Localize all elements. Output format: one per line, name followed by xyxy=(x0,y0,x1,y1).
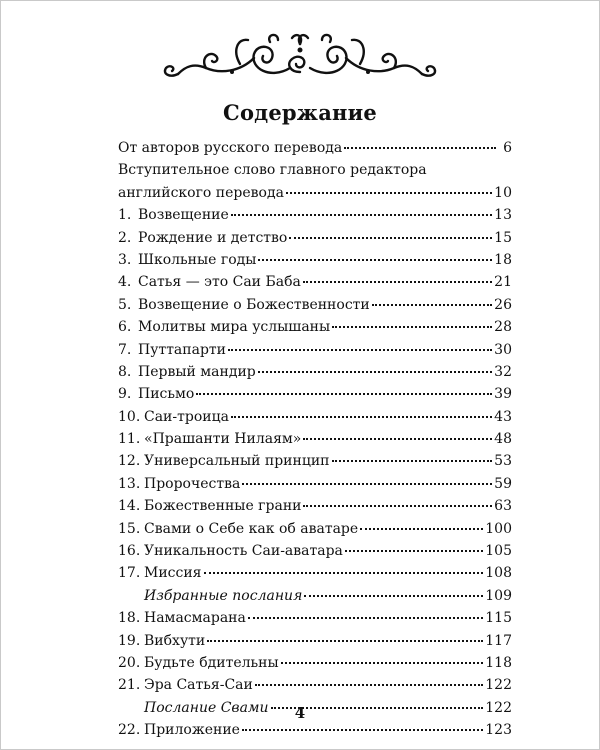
toc-entry-page: 21 xyxy=(494,274,512,291)
leader-dots xyxy=(345,550,483,552)
toc-entry-number: 6. xyxy=(118,319,132,336)
toc-entry[interactable] xyxy=(118,521,512,543)
toc-entry[interactable] xyxy=(118,498,512,520)
toc-entry-page: 30 xyxy=(494,341,512,358)
toc-entry[interactable] xyxy=(118,342,512,364)
toc-entry-label: Саи-троица xyxy=(144,408,229,425)
toc-entry-page: 13 xyxy=(494,207,512,224)
toc-entry-number: 18. xyxy=(118,610,141,627)
toc-entry-number: 11. xyxy=(118,431,141,448)
toc-entry-label: Приложение xyxy=(144,722,240,739)
toc-entry-label: Письмо xyxy=(138,386,195,403)
toc-entry-label: Рождение и детство xyxy=(138,229,288,246)
page-number: 4 xyxy=(294,704,306,722)
toc-entry-label: Послание Свами xyxy=(144,699,269,716)
toc-entry[interactable] xyxy=(118,162,512,207)
toc-entry-label: «Прашанти Нилаям» xyxy=(144,431,302,448)
toc-entry[interactable] xyxy=(118,453,512,475)
leader-dots xyxy=(303,281,492,283)
toc-entry-page: 122 xyxy=(485,699,512,716)
leader-dots xyxy=(372,304,492,306)
leader-dots xyxy=(289,237,492,239)
toc-entry-label: Универсальный принцип xyxy=(144,453,330,470)
toc-entry-number: 17. xyxy=(118,565,141,582)
leader-dots xyxy=(228,349,492,351)
toc-entry-page: 53 xyxy=(494,453,512,470)
toc-entry-page: 15 xyxy=(494,229,512,246)
toc-entry[interactable] xyxy=(118,476,512,498)
toc-entry-page: 18 xyxy=(494,251,512,268)
toc-entry[interactable] xyxy=(118,543,512,565)
toc-entry-number: 4. xyxy=(118,274,132,291)
page-title: Содержание xyxy=(223,100,377,125)
leader-dots xyxy=(304,595,483,597)
leader-dots xyxy=(258,259,492,261)
toc-entry-page: 59 xyxy=(494,475,512,492)
toc-entry-number: 2. xyxy=(118,229,132,246)
toc-entry-number: 21. xyxy=(118,677,141,694)
toc-entry-number: 14. xyxy=(118,498,141,515)
toc-entry-label: Школьные годы xyxy=(138,251,257,268)
toc-entry[interactable] xyxy=(118,207,512,229)
toc-entry-page: 6 xyxy=(503,140,512,156)
toc-entry[interactable] xyxy=(118,633,512,655)
leader-dots xyxy=(231,416,492,418)
leader-dots xyxy=(332,326,492,328)
toc-entry-label: Будьте бдительны xyxy=(144,654,279,671)
leader-dots xyxy=(242,483,492,485)
toc-entry[interactable] xyxy=(118,274,512,296)
toc-entry-label: Уникальность Саи-аватара xyxy=(144,543,343,560)
toc-entry-number: 13. xyxy=(118,475,141,492)
toc-entry-page: 28 xyxy=(494,319,512,336)
toc-entry-number: 20. xyxy=(118,654,141,671)
leader-dots xyxy=(332,460,493,462)
toc-entry-number: 1. xyxy=(118,207,132,224)
toc-entry-number: 19. xyxy=(118,632,141,649)
toc-entry-label: Эра Сатья-Саи xyxy=(144,677,253,694)
toc-entry-page: 39 xyxy=(494,386,512,403)
toc-entry-label: Путтапарти xyxy=(138,341,226,358)
toc-entry-page: 63 xyxy=(494,498,512,515)
toc-entry-page: 100 xyxy=(485,520,512,537)
table-of-contents xyxy=(118,140,512,745)
toc-entry-label: Возвещение о Божественности xyxy=(138,296,370,313)
toc-entry[interactable] xyxy=(118,677,512,699)
toc-entry-page: 48 xyxy=(494,431,512,448)
toc-entry-label: Пророчества xyxy=(144,475,241,492)
leader-dots xyxy=(303,438,492,440)
toc-entry-label: Свами о Себе как об аватаре xyxy=(144,520,359,537)
leader-dots xyxy=(196,393,492,395)
toc-entry-label: Молитвы мира услышаны xyxy=(138,319,331,336)
toc-entry-label: Намасмарана xyxy=(144,610,246,627)
toc-entry-number: 7. xyxy=(118,341,132,358)
ornament-flourish-icon xyxy=(150,28,450,88)
toc-entry[interactable] xyxy=(118,431,512,453)
leader-dots xyxy=(258,371,492,373)
toc-entry-page: 118 xyxy=(485,654,512,671)
toc-entry-page: 32 xyxy=(494,363,512,380)
toc-entry-number: 16. xyxy=(118,543,141,560)
toc-entry-page: 105 xyxy=(485,543,512,560)
toc-entry-page: 26 xyxy=(494,296,512,313)
toc-entry-label: Вибхути xyxy=(144,632,206,649)
toc-entry[interactable] xyxy=(118,230,512,252)
toc-entry-number: 3. xyxy=(118,251,132,268)
toc-entry-label-continued: английского перевода xyxy=(118,184,284,201)
leader-dots xyxy=(207,640,483,642)
toc-entry-label: Избранные послания xyxy=(144,587,303,604)
leader-dots xyxy=(231,214,492,216)
toc-entry[interactable] xyxy=(118,655,512,677)
toc-entry-number: 12. xyxy=(118,453,141,470)
toc-entry-number: 22. xyxy=(118,722,141,739)
leader-dots xyxy=(281,662,484,664)
toc-entry-number: 15. xyxy=(118,520,141,537)
toc-entry[interactable] xyxy=(118,140,512,162)
toc-entry[interactable] xyxy=(118,386,512,408)
toc-entry[interactable] xyxy=(118,610,512,632)
toc-entry[interactable] xyxy=(118,565,512,587)
toc-entry-page: 115 xyxy=(485,610,512,627)
toc-entry-label: Божественные грани xyxy=(144,498,302,515)
toc-entry[interactable] xyxy=(118,722,512,744)
leader-dots xyxy=(303,505,492,507)
toc-entry[interactable] xyxy=(118,364,512,386)
toc-entry-page: 108 xyxy=(485,565,512,582)
toc-entry-page: 43 xyxy=(494,408,512,425)
toc-entry-page: 122 xyxy=(485,677,512,694)
toc-entry-number: 9. xyxy=(118,386,132,403)
toc-entry-page: 109 xyxy=(485,587,512,604)
toc-entry-number: 8. xyxy=(118,363,132,380)
leader-dots xyxy=(360,528,483,530)
toc-entry-label: Первый мандир xyxy=(138,363,256,380)
leader-dots xyxy=(248,617,483,619)
leader-dots xyxy=(255,684,483,686)
toc-entry[interactable] xyxy=(118,588,512,610)
toc-entry-label: От авторов русского перевода xyxy=(118,140,343,156)
leader-dots xyxy=(242,729,483,731)
toc-entry-label: Сатья — это Саи Баба xyxy=(138,274,301,291)
toc-entry[interactable] xyxy=(118,252,512,274)
toc-entry[interactable] xyxy=(118,409,512,431)
leader-dots xyxy=(286,192,492,194)
leader-dots xyxy=(344,147,496,149)
toc-entry-number: 10. xyxy=(118,408,141,425)
toc-entry-label: Вступительное слово главного редактора xyxy=(118,162,427,179)
toc-entry-page: 117 xyxy=(485,632,512,649)
toc-entry-label: Возвещение xyxy=(138,207,229,224)
toc-entry-page: 10 xyxy=(494,184,512,201)
toc-entry[interactable] xyxy=(118,319,512,341)
toc-entry[interactable] xyxy=(118,297,512,319)
toc-entry-label: Миссия xyxy=(144,565,202,582)
toc-entry-page: 123 xyxy=(485,722,512,739)
leader-dots xyxy=(204,572,484,574)
toc-entry-number: 5. xyxy=(118,296,132,313)
